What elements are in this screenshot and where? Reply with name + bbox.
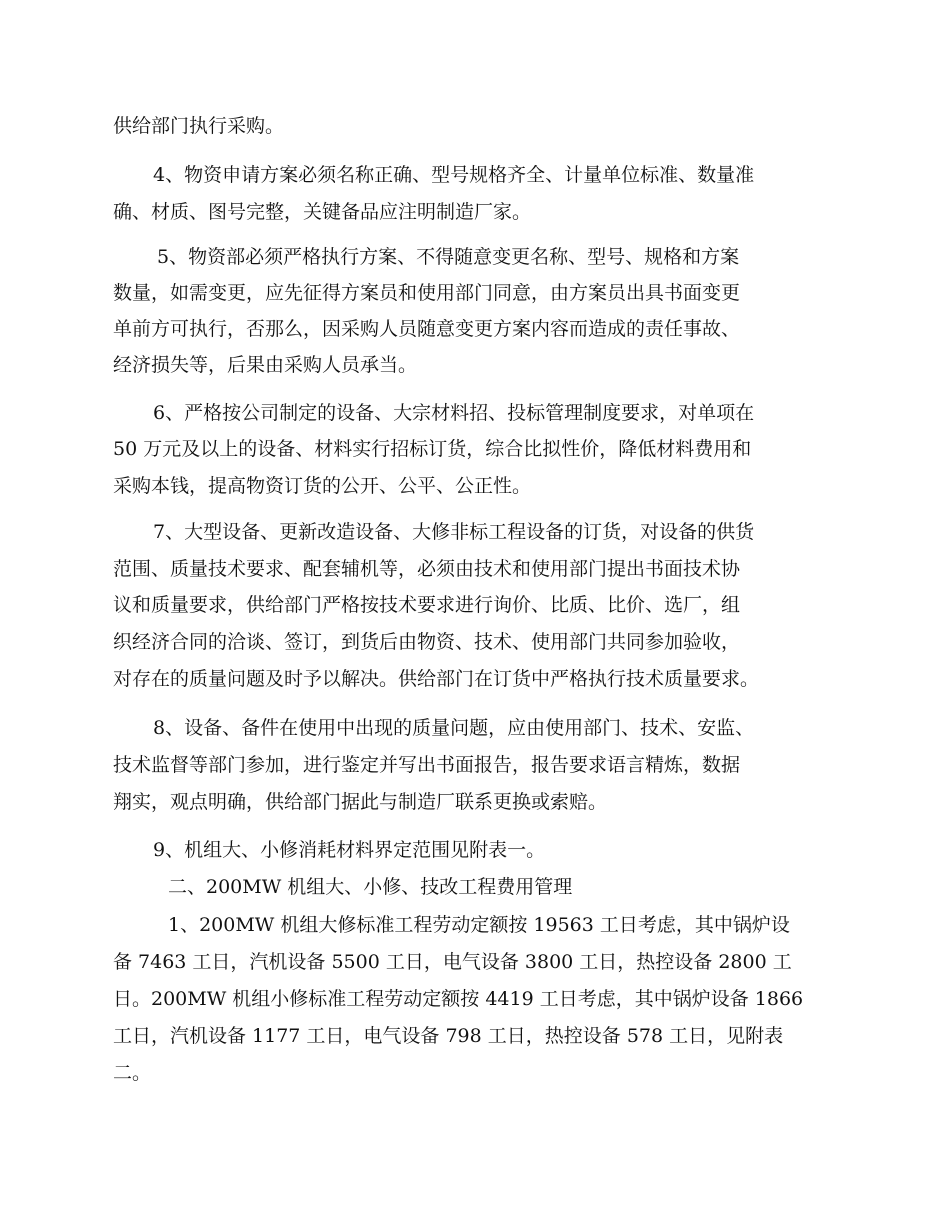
clause-4-line-1: 4、物资申请方案必须名称正确、型号规格齐全、计量单位标准、数量准 — [153, 164, 755, 186]
clause-4-line-2: 确、材质、图号完整，关键备品应注明制造厂家。 — [113, 201, 532, 223]
clause-7-line-4: 织经济合同的洽谈、签订，到货后由物资、技术、使用部门共同参加验收， — [113, 631, 741, 653]
clause-5-line-1: 5、物资部必须严格执行方案、不得随意变更名称、型号、规格和方案 — [157, 246, 740, 268]
clause-7-line-3: 议和质量要求，供给部门严格按技术要求进行询价、比质、比价、选厂，组 — [113, 594, 741, 616]
clause-6-line-1: 6、严格按公司制定的设备、大宗材料招、投标管理制度要求，对单项在 — [153, 402, 755, 424]
section-2-item-1-line-5: 二。 — [113, 1062, 152, 1084]
section-heading: 二、200MW 机组大、小修、技改工程费用管理 — [168, 876, 573, 898]
clause-7-line-5: 对存在的质量问题及时予以解决。供给部门在订货中严格执行技术质量要求。 — [113, 668, 760, 690]
clause-7-line-1: 7、大型设备、更新改造设备、大修非标工程设备的订货，对设备的供货 — [153, 521, 755, 543]
clause-6-line-2: 50 万元及以上的设备、材料实行招标订货，综合比拟性价，降低材料费用和 — [113, 438, 752, 460]
clause-7-line-2: 范围、质量技术要求、配套辅机等，必须由技术和使用部门提出书面技术协 — [113, 558, 741, 580]
section-2-item-1-line-1: 1、200MW 机组大修标准工程劳动定额按 19563 工日考虑，其中锅炉设 — [168, 914, 790, 936]
clause-9-line-1: 9、机组大、小修消耗材料界定范围见附表一。 — [153, 839, 546, 861]
clause-5-line-3: 单前方可执行，否那么，因采购人员随意变更方案内容而造成的责任事故、 — [113, 318, 741, 340]
clause-8-line-2: 技术监督等部门参加，进行鉴定并写出书面报告，报告要求语言精炼，数据 — [113, 754, 741, 776]
clause-5-line-4: 经济损失等，后果由采购人员承当。 — [113, 354, 418, 376]
clause-6-line-3: 采购本钱，提高物资订货的公开、公平、公正性。 — [113, 475, 532, 497]
clause-8-line-1: 8、设备、备件在使用中出现的质量问题，应由使用部门、技术、安监、 — [153, 717, 755, 739]
section-2-item-1-line-4: 工日，汽机设备 1177 工日，电气设备 798 工日，热控设备 578 工日，见附表 — [113, 1025, 784, 1047]
section-2-item-1-line-2: 备 7463 工日，汽机设备 5500 工日，电气设备 3800 工日，热控设备 2800 工 — [113, 951, 792, 973]
clause-8-line-3: 翔实，观点明确，供给部门据此与制造厂联系更换或索赔。 — [113, 791, 608, 813]
text-line: 供给部门执行采购。 — [113, 115, 285, 137]
clause-5-line-2: 数量，如需变更，应先征得方案员和使用部门同意，由方案员出具书面变更 — [113, 282, 741, 304]
section-2-item-1-line-3: 日。200MW 机组小修标准工程劳动定额按 4419 工日考虑，其中锅炉设备 1866 — [113, 988, 804, 1010]
